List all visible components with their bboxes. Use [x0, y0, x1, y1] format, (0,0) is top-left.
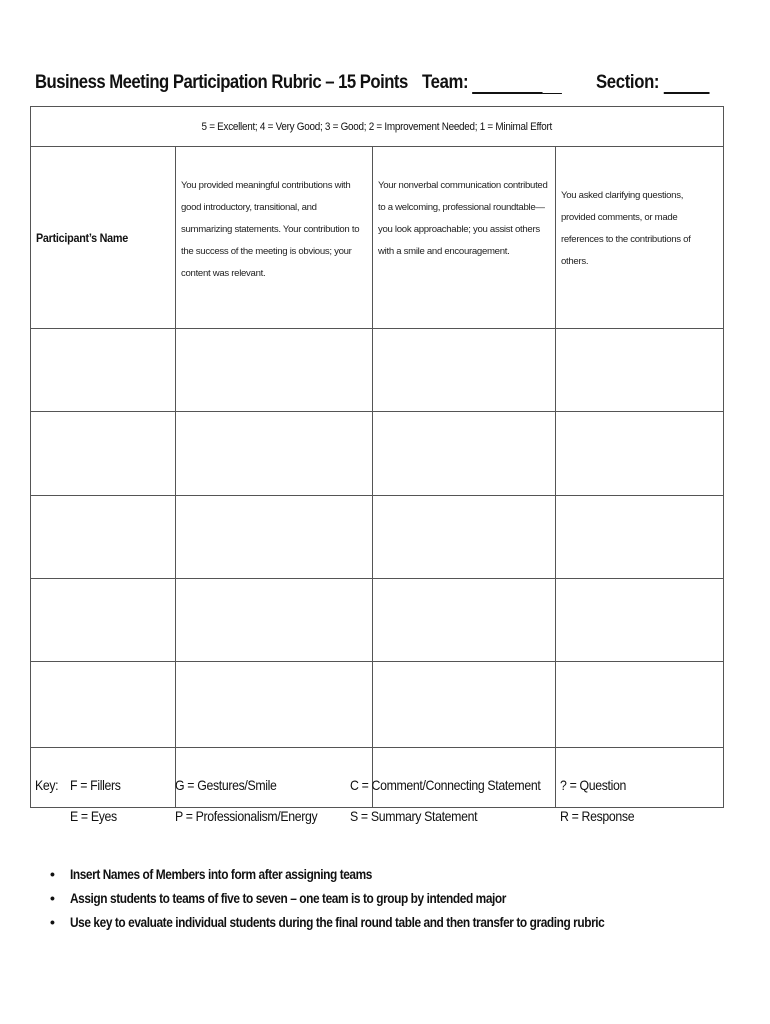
score-cell[interactable] [373, 662, 556, 748]
score-cell[interactable] [556, 496, 724, 579]
key-item: P = Professionalism/Energy [175, 808, 318, 824]
rubric-table [30, 106, 724, 808]
score-cell[interactable] [373, 329, 556, 412]
score-cell[interactable] [556, 579, 724, 662]
participant-name-header-text: Participant’s Name [36, 230, 128, 245]
name-cell[interactable] [31, 329, 176, 412]
scale-cell [31, 107, 724, 147]
score-cell[interactable] [176, 496, 373, 579]
score-cell[interactable] [373, 579, 556, 662]
page-title: Business Meeting Participation Rubric – 15 Points [35, 72, 408, 93]
table-row [31, 412, 724, 496]
list-item-text: Assign students to teams of five to seven – one team is to group by intended major [70, 890, 506, 906]
score-cell[interactable] [373, 496, 556, 579]
list-item [50, 914, 750, 938]
scale-text: 5 = Excellent; 4 = Very Good; 3 = Good; 2 = Improvement Needed; 1 = Minimal Effort [201, 120, 553, 133]
key-item: R = Response [560, 808, 635, 824]
name-cell[interactable] [31, 496, 176, 579]
participant-name-header [31, 147, 176, 329]
instructions-list [50, 866, 750, 938]
score-cell[interactable] [176, 412, 373, 496]
key-item: C = Comment/Connecting Statement [350, 777, 541, 793]
team-label: Team: [422, 72, 469, 93]
score-cell[interactable] [556, 662, 724, 748]
name-cell[interactable] [31, 579, 176, 662]
bullet-icon: • [50, 914, 55, 930]
key-item: S = Summary Statement [350, 808, 478, 824]
key-item: E = Eyes [70, 808, 117, 824]
key-label: Key: [35, 777, 59, 793]
section-label: Section: [596, 72, 660, 93]
scale-row [31, 107, 724, 147]
table-row [31, 496, 724, 579]
score-cell[interactable] [176, 329, 373, 412]
score-cell[interactable] [373, 412, 556, 496]
score-cell[interactable] [556, 329, 724, 412]
team-blank[interactable] [473, 72, 543, 94]
team-blank-tail [543, 73, 562, 94]
table-row [31, 329, 724, 412]
key-legend [35, 777, 755, 837]
key-item: G = Gestures/Smile [175, 777, 277, 793]
section-field [596, 72, 709, 94]
bullet-icon: • [50, 890, 55, 906]
score-cell[interactable] [556, 412, 724, 496]
criterion-contributions: You provided meaningful contributions with good introductory, transitional, and summarizing statements. Your contribution to the success of the meeting is obvious; your content was relevant. [176, 147, 373, 329]
key-item: F = Fillers [70, 777, 121, 793]
list-item-text: Use key to evaluate individual students during the final round table and then transfer to grading rubric [70, 914, 605, 930]
criterion-nonverbal: Your nonverbal communication contributed to a welcoming, professional roundtable—you look approachable; you assist others with a smile and encouragement. [373, 147, 556, 329]
page-header [0, 70, 770, 100]
score-cell[interactable] [176, 662, 373, 748]
section-blank[interactable] [663, 72, 709, 94]
name-cell[interactable] [31, 662, 176, 748]
list-item-text: Insert Names of Members into form after assigning teams [70, 866, 372, 882]
criteria-row [31, 147, 724, 329]
table-row [31, 662, 724, 748]
criterion-questions: You asked clarifying questions, provided comments, or made references to the contributions of others. [556, 147, 724, 329]
list-item [50, 890, 750, 914]
key-item: ? = Question [560, 777, 626, 793]
team-field [422, 72, 562, 94]
bullet-icon: • [50, 866, 55, 882]
name-cell[interactable] [31, 412, 176, 496]
list-item [50, 866, 750, 890]
score-cell[interactable] [176, 579, 373, 662]
table-row [31, 579, 724, 662]
